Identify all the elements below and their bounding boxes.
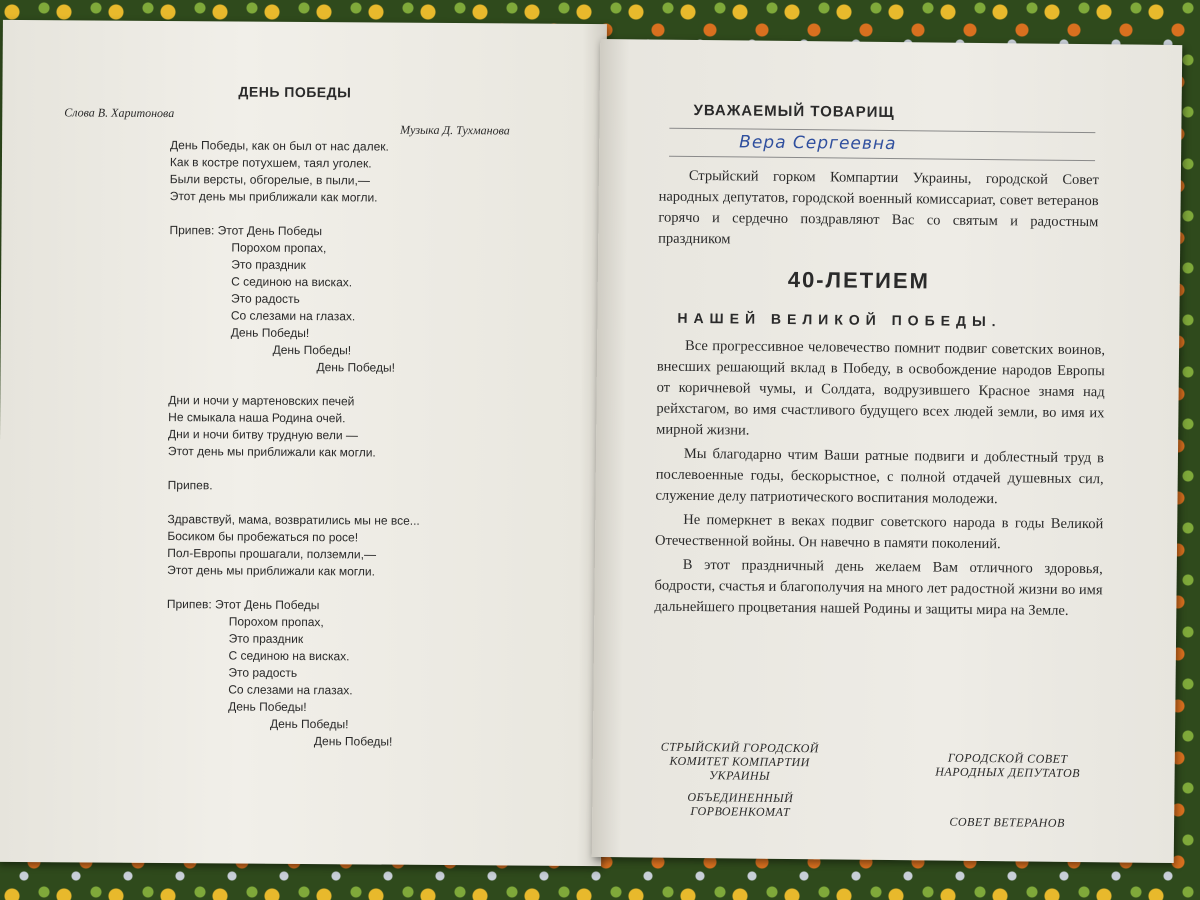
lyric-line: Этот день мы приближали как могли.: [167, 563, 375, 579]
anniversary-heading: 40-ЛЕТИЕМ: [787, 266, 931, 294]
verse-1: [170, 137, 590, 208]
signature-city-council: ГОРОДСКОЙ СОВЕТ НАРОДНЫХ ДЕПУТАТОВ: [935, 750, 1081, 781]
lyric-line: Припев.: [167, 478, 213, 493]
composer-credit: Музыка Д. Тухманова: [400, 122, 510, 138]
lyric-line: Это праздник: [231, 257, 306, 273]
lyric-line: День Победы!: [313, 734, 393, 749]
song-title: ДЕНЬ ПОБЕДЫ: [238, 83, 352, 101]
lyric-line: С сединою на висках.: [228, 648, 350, 664]
lyric-line: Пол-Европы прошагали, полземли,—: [167, 546, 377, 562]
lyric-line: День Победы!: [272, 342, 352, 358]
verse-2: [168, 392, 588, 463]
lyric-line: С сединою на висках.: [231, 274, 353, 290]
salutation: УВАЖАЕМЫЙ ТОВАРИЩ: [693, 101, 895, 122]
lyric-line: Были версты, обгорелые, в пыли,—: [169, 172, 370, 188]
handwritten-recipient-name: Вера Сергеевна: [739, 132, 897, 155]
greeting-paragraph: В этот праздничный день желаем Вам отличного здоровья, бодрости, счастья и благополучия на много лет радостной жизни во имя дальнейшего процветания нашей Родины и защиты мира на Земле.: [654, 556, 1103, 619]
song-lyrics: [166, 137, 590, 769]
greeting-paragraph: Не померкнет в веках подвиг советского народа в годы Великой Отечественной войны. Он навечно в памяти поколений.: [654, 511, 1104, 553]
lyric-line: Это радость: [230, 291, 300, 306]
chorus-2: [166, 596, 587, 752]
greeting-intro: Стрыйский горком Компартии Украины, городской Совет народных депутатов, городской военный комиссариат, совет ветеранов горячо и сердечно поздравляют Вас со святым и радостным праздником: [658, 167, 1099, 248]
salutation-underline: [669, 128, 1095, 133]
signature-military: ОБЪЕДИНЕННЫЙ ГОРВОЕНКОМАТ: [687, 789, 794, 820]
lyric-line: Как в костре потухшем, таял уголек.: [169, 155, 372, 171]
greeting-paragraph: Мы благодарно чтим Ваши ратные подвиги и доблестный труд в послевоенные годы, бескорыстное, с полной отдачей душевных сил, служение делу патриотического воспитания молодежи.: [655, 445, 1105, 508]
signature-party-committee: СТРЫЙСКИЙ ГОРОДСКОЙ КОМИТЕТ КОМПАРТИИ УКРАИНЫ: [660, 739, 820, 783]
greeting-paragraph: Все прогрессивное человечество помнит подвиг советских воинов, внесших решающий вклад в Победу, в освобождение народов Европы от коричневой чумы, и Солдата, водрузившего Красное знамя над рейхстагом, во имя счастливого будущего всех людей земли, во имя их мирной жизни.: [656, 337, 1106, 439]
lyric-line: День Победы!: [230, 325, 310, 341]
lyric-line: Дни и ночи у мартеновских печей: [168, 393, 355, 409]
chorus-1: [168, 222, 589, 378]
lyric-line: Это радость: [228, 665, 298, 680]
victory-heading: НАШЕЙ ВЕЛИКОЙ ПОБЕДЫ.: [677, 309, 1002, 330]
lyric-line: Со слезами на глазах.: [230, 308, 356, 324]
lyricist-credit: Слова В. Харитонова: [64, 105, 175, 121]
lyric-line: Дни и ночи битву трудную вели —: [168, 427, 358, 443]
lyric-line: Здравствуй, мама, возвратились мы не все...: [167, 512, 420, 528]
lyric-line: День Победы!: [228, 699, 307, 715]
lyric-line: Со слезами на глазах.: [228, 682, 353, 698]
lyric-line: Это праздник: [228, 631, 304, 647]
left-page: [0, 20, 607, 866]
lyric-line: Этот день мы приближали как могли.: [169, 189, 378, 205]
right-page: [592, 39, 1183, 863]
lyric-line: Порохом пропах,: [228, 614, 324, 630]
lyric-line: Этот день мы приближали как могли.: [167, 444, 376, 460]
name-underline: [669, 156, 1095, 161]
signature-veterans: СОВЕТ ВЕТЕРАНОВ: [949, 814, 1065, 830]
lyric-line: Босиком бы пробежаться по росе!: [167, 529, 359, 545]
lyric-line: Припев: Этот День Победы: [166, 597, 320, 613]
greeting-body: [654, 336, 1105, 626]
lyric-line: Порохом пропах,: [231, 240, 327, 256]
lyric-line: Припев: Этот День Победы: [169, 223, 323, 239]
lyric-line: Не смыкала наша Родина очей.: [168, 410, 346, 426]
lyric-line: День Победы, как он был от нас далек.: [170, 138, 389, 154]
chorus-reference: [168, 477, 588, 497]
lyric-line: День Победы!: [269, 716, 349, 732]
verse-3: [167, 511, 587, 582]
lyric-line: День Победы!: [316, 360, 395, 375]
